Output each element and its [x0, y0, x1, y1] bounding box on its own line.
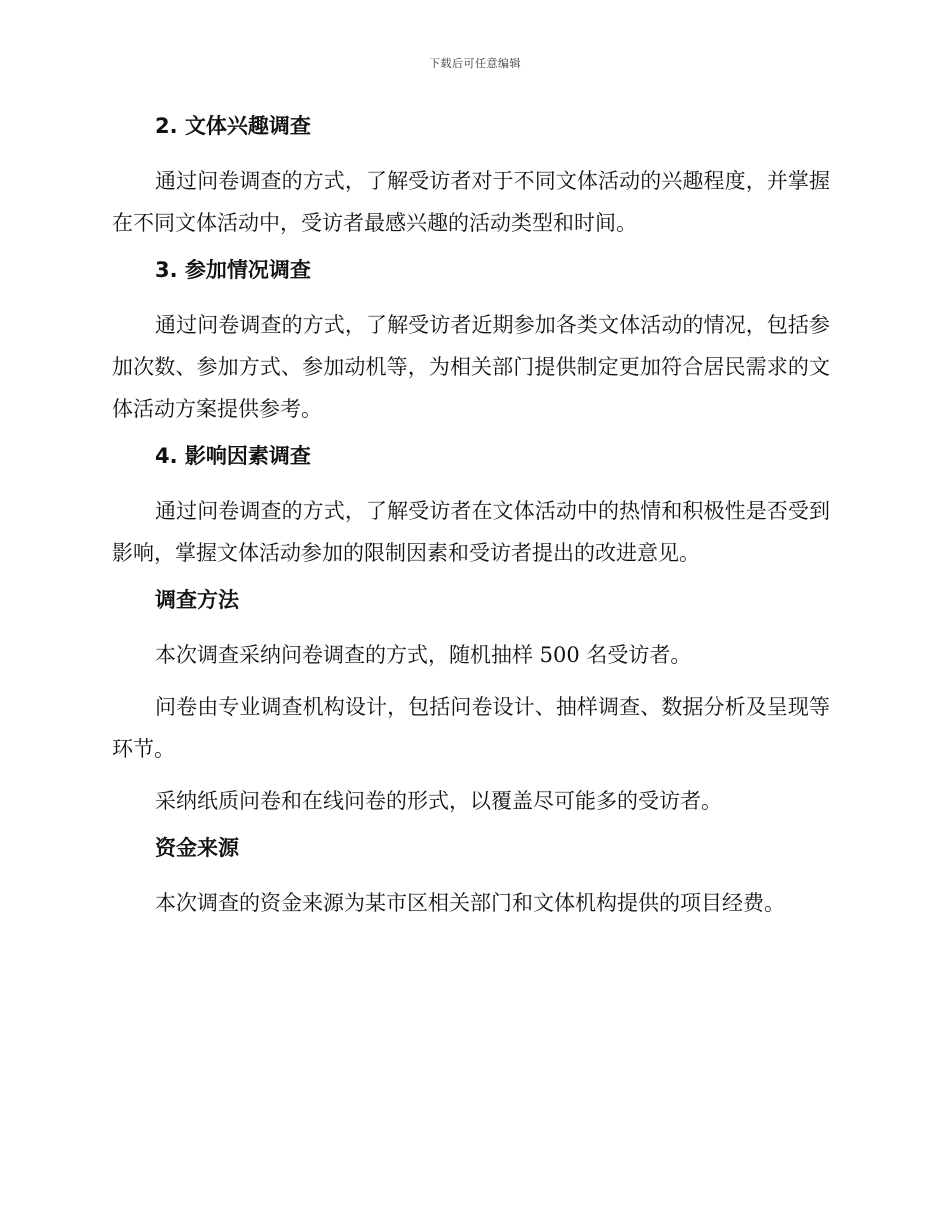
section-heading-factors: 4. 影响因素调查	[155, 444, 311, 468]
paragraph-method-design: 问卷由专业调查机构设计，包括问卷设计、抽样调查、数据分析及呈现等环节。	[112, 695, 830, 761]
paragraph-participation: 通过问卷调查的方式，了解受访者近期参加各类文体活动的情况，包括参加次数、参加方式、参加动机等，为相关部门提供制定更加符合居民需求的文体活动方案提供参考。	[112, 313, 830, 421]
paragraph-funding: 本次调查的资金来源为某市区相关部门和文体机构提供的项目经费。	[155, 891, 785, 915]
document-body	[112, 110, 830, 934]
section-heading-participation: 3. 参加情况调查	[155, 258, 311, 282]
section-heading-method: 调查方法	[155, 588, 239, 612]
section-heading-interest: 2. 文体兴趣调查	[155, 114, 311, 138]
paragraph-interest: 通过问卷调查的方式，了解受访者对于不同文体活动的兴趣程度，并掌握在不同文体活动中，受访者最感兴趣的活动类型和时间。	[112, 169, 830, 235]
paragraph-factors: 通过问卷调查的方式，了解受访者在文体活动中的热情和积极性是否受到影响，掌握文体活动参加的限制因素和受访者提出的改进意见。	[112, 499, 830, 565]
section-heading-funding: 资金来源	[155, 836, 239, 860]
paragraph-method-sampling: 本次调查采纳问卷调查的方式，随机抽样 500 名受访者。	[155, 643, 692, 667]
page-header: 下载后可任意编辑	[429, 57, 521, 70]
paragraph-method-format: 采纳纸质问卷和在线问卷的形式，以覆盖尽可能多的受访者。	[155, 789, 722, 813]
